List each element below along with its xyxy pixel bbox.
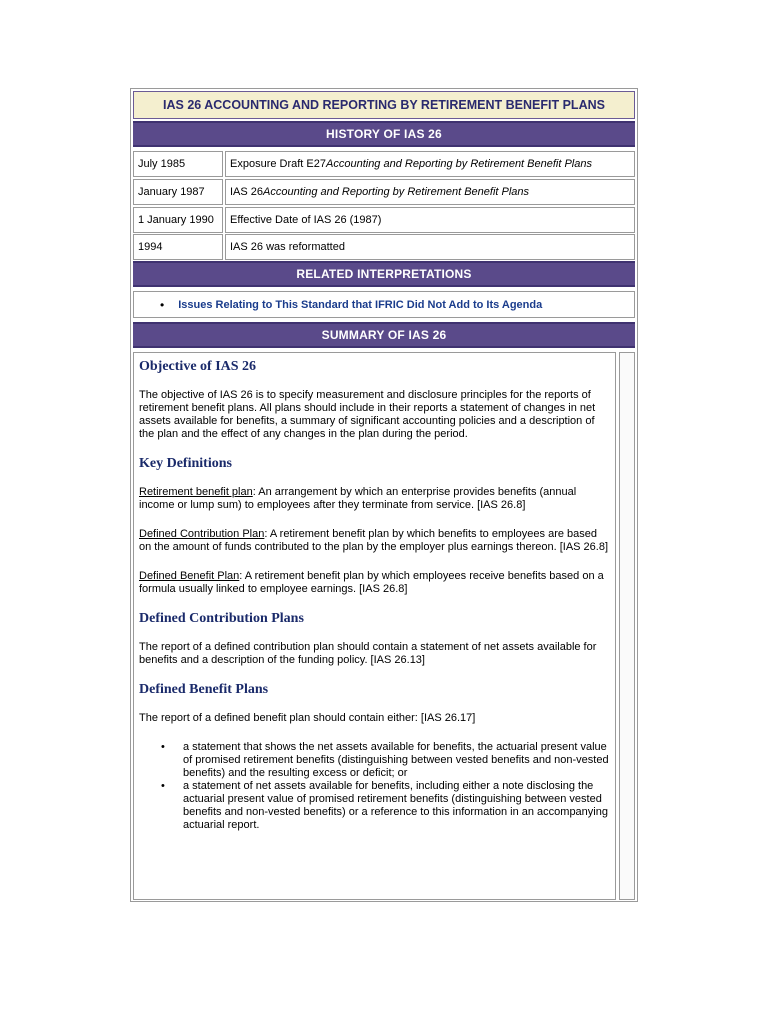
history-row — [133, 234, 635, 260]
history-date: 1994 — [133, 234, 223, 260]
list-item: • a statement that shows the net assets available for benefits, the actuarial present value of promised retirement benefits (distinguishing between vested benefits and non-vested benefits) and the resulting excess or deficit; or — [161, 741, 609, 779]
definitions-heading: Key Definitions — [139, 456, 232, 471]
history-date: January 1987 — [133, 179, 223, 205]
objective-text: The objective of IAS 26 is to specify measurement and disclosure principles for the reports of retirement benefit plans. All plans should include in their reports a statement of changes in net assets available for benefits, a summary of significant accounting policies and a description of the plan and the effect of any changes in the plan during the period. — [139, 389, 596, 440]
history-heading: HISTORY OF IAS 26 — [133, 121, 635, 147]
history-date: 1 January 1990 — [133, 207, 223, 233]
history-event: IAS 26 was reformatted — [225, 234, 635, 260]
page-title: IAS 26 ACCOUNTING AND REPORTING BY RETIREMENT BENEFIT PLANS — [133, 91, 635, 119]
db-text: The report of a defined benefit plan should contain either: [IAS 26.17] — [139, 712, 476, 724]
summary-body — [133, 352, 616, 900]
history-row — [133, 151, 635, 177]
interpretations-heading: RELATED INTERPRETATIONS — [133, 261, 635, 287]
objective-heading: Objective of IAS 26 — [139, 359, 257, 374]
definition-item: Defined Benefit Plan: A retirement benefit plan by which employees receive benefits based on a formula usually linked to employee earnings. [IAS 26.8] — [139, 570, 604, 595]
history-event: IAS 26 Accounting and Reporting by Retirement Benefit Plans — [225, 179, 635, 205]
definition-item: Retirement benefit plan: An arrangement by which an enterprise provides benefits (annual income or lump sum) to employees after they terminate from service. [IAS 26.8] — [139, 486, 577, 511]
definition-term: Defined Benefit Plan — [139, 570, 240, 582]
bullet-icon: • — [160, 297, 165, 312]
vertical-scrollbar[interactable] — [619, 352, 635, 900]
bullet-icon: • — [161, 780, 165, 792]
summary-heading: SUMMARY OF IAS 26 — [133, 322, 635, 348]
interpretations-list — [133, 291, 635, 318]
bullet-icon: • — [161, 741, 165, 753]
db-heading: Defined Benefit Plans — [139, 682, 269, 697]
definition-item: Defined Contribution Plan: A retirement benefit plan by which benefits to employees are based on the amount of funds contributed to the plan by the employer plus earnings thereon. [IAS 26.8] — [139, 528, 609, 553]
list-item: • a statement of net assets available for benefits, including either a note disclosing the actuarial present value of promised retirement benefits (distinguishing between vested benefits and non-vested benefits) or a reference to this information in an accompanying actuarial report. — [161, 780, 608, 831]
history-row — [133, 207, 635, 233]
history-event: Exposure Draft E27 Accounting and Reporting by Retirement Benefit Plans — [225, 151, 635, 177]
dc-heading: Defined Contribution Plans — [139, 611, 304, 626]
history-event: Effective Date of IAS 26 (1987) — [225, 207, 635, 233]
dc-text: The report of a defined contribution plan should contain a statement of net assets available for benefits and a description of the funding policy. [IAS 26.13] — [139, 641, 597, 666]
definition-term: Defined Contribution Plan — [139, 528, 265, 540]
ifric-agenda-link[interactable]: Issues Relating to This Standard that IFRIC Did Not Add to Its Agenda — [178, 298, 543, 311]
definition-term: Retirement benefit plan — [139, 486, 253, 498]
history-row — [133, 179, 635, 205]
history-date: July 1985 — [133, 151, 223, 177]
db-bullet-list — [139, 741, 610, 832]
